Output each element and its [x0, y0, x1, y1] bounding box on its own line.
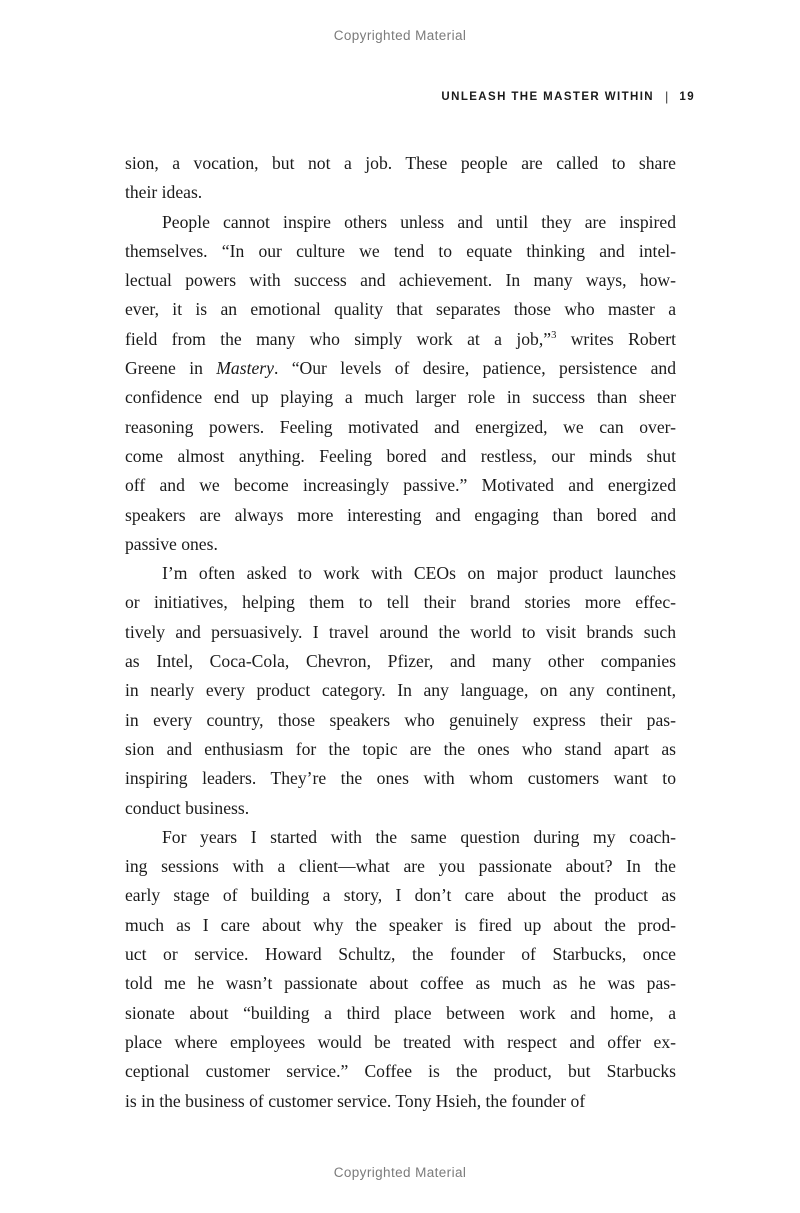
- body-line: or initiatives, helping them to tell their brand stories more effec-: [125, 592, 676, 613]
- body-line: tively and persuasively. I travel around the world to visit brands such: [125, 621, 676, 642]
- body-line: told me he wasn’t passionate about coffee as much as he was pas-: [125, 973, 676, 994]
- body-line: sion, a vocation, but not a job. These people are called to share: [125, 153, 676, 173]
- body-line: reasoning powers. Feeling motivated and energized, we can over-: [125, 416, 676, 437]
- body-line: ceptional customer service.” Coffee is the product, but Starbucks: [125, 1061, 676, 1082]
- copyright-notice-bottom: Copyrighted Material: [333, 1165, 467, 1180]
- body-line: conduct business.: [125, 797, 250, 818]
- page-number: 19: [679, 90, 695, 103]
- body-line: in nearly every product category. In any language, on any continent,: [125, 680, 676, 701]
- body-line: is in the business of customer service. Tony Hsieh, the founder of: [125, 1090, 586, 1111]
- body-line: sionate about “building a third place between work and home, a: [125, 1002, 676, 1023]
- body-line: come almost anything. Feeling bored and restless, our minds shut: [125, 445, 676, 466]
- body-line: confidence end up playing a much larger role in success than sheer: [125, 387, 676, 408]
- copyright-notice-top: Copyrighted Material: [333, 28, 467, 43]
- body-line: For years I started with the same question during my coach-: [162, 826, 676, 847]
- body-line: ever, it is an emotional quality that separates those who master a: [125, 299, 676, 320]
- body-line: much as I care about why the speaker is fired up about the prod-: [125, 914, 676, 935]
- body-line: in every country, those speakers who genuinely express their pas-: [125, 709, 676, 730]
- body-line: uct or service. Howard Schultz, the founder of Starbucks, once: [125, 944, 676, 965]
- body-line: inspiring leaders. They’re the ones with whom customers want to: [125, 768, 676, 789]
- body-line: as Intel, Coca-Cola, Chevron, Pfizer, and many other companies: [125, 651, 676, 672]
- running-header-separator: |: [665, 89, 669, 104]
- body-line: their ideas.: [125, 182, 203, 203]
- body-text: [125, 149, 676, 1116]
- running-header: [441, 89, 695, 104]
- body-line: I’m often asked to work with CEOs on major product launches: [162, 563, 676, 584]
- body-line: People cannot inspire others unless and until they are inspired: [162, 211, 676, 232]
- body-line: Greene in Mastery. “Our levels of desire, patience, persistence and: [125, 358, 676, 379]
- body-line: passive ones.: [125, 533, 218, 554]
- body-line: lectual powers with success and achievement. In many ways, how-: [125, 270, 676, 291]
- running-header-title: UNLEASH THE MASTER WITHIN: [441, 90, 655, 103]
- body-line: themselves. “In our culture we tend to equate thinking and intel-: [125, 240, 676, 261]
- body-line: speakers are always more interesting and engaging than bored and: [125, 504, 676, 525]
- body-line: off and we become increasingly passive.” Motivated and energized: [125, 475, 676, 496]
- body-line: early stage of building a story, I don’t care about the product as: [125, 885, 676, 906]
- body-line: place where employees would be treated with respect and offer ex-: [125, 1031, 676, 1052]
- body-line: field from the many who simply work at a job,”$^3$ writes Robert: [125, 328, 676, 349]
- body-line: sion and enthusiasm for the topic are the ones who stand apart as: [125, 738, 676, 759]
- body-line: ing sessions with a client—what are you passionate about? In the: [125, 856, 676, 877]
